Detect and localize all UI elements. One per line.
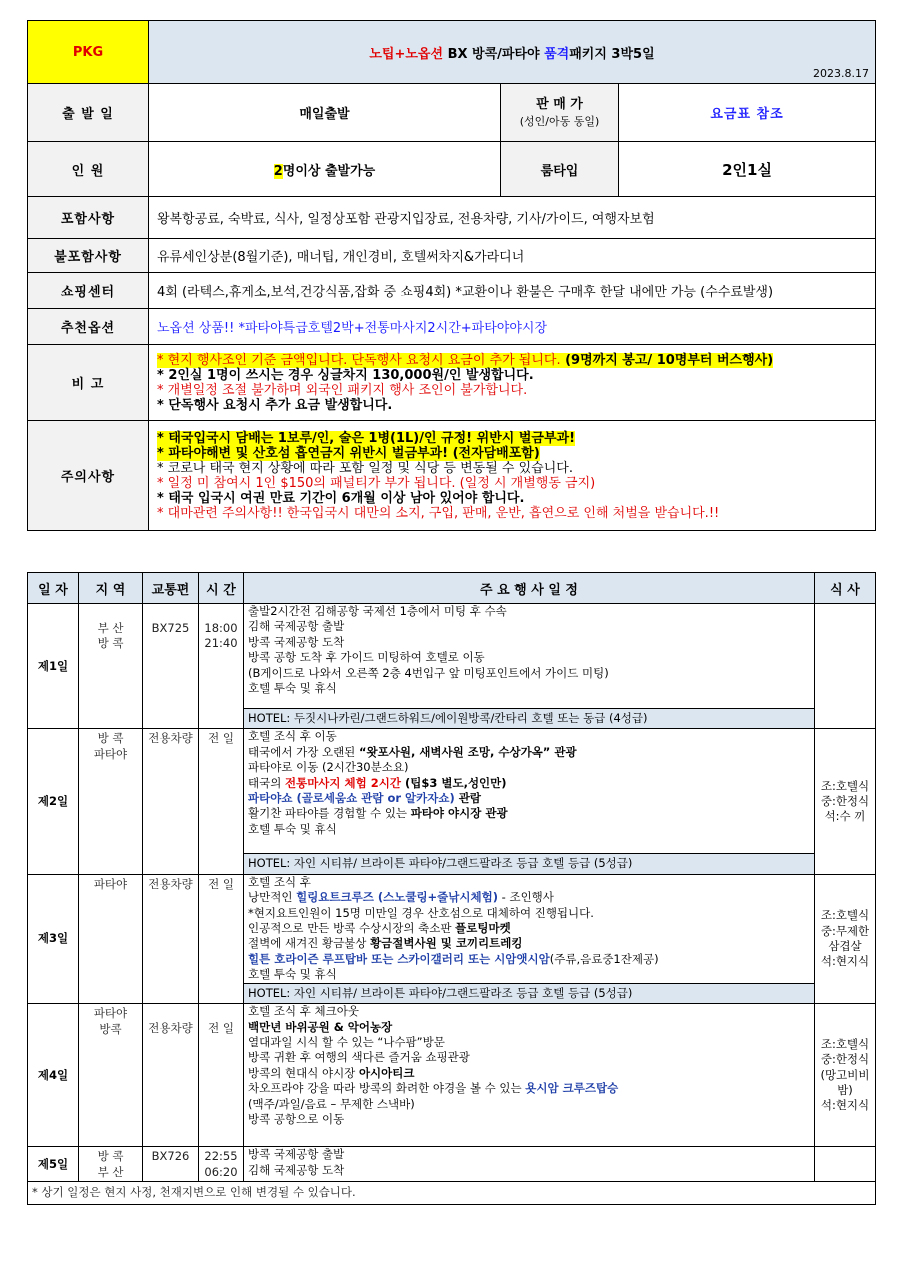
remark-1 bbox=[157, 353, 867, 368]
package-title bbox=[149, 21, 876, 84]
day2-line: 파타야쇼 (골로세움쇼 관람 or 알카자쇼) 관람 bbox=[248, 791, 481, 806]
day2-label: 제2일 bbox=[28, 729, 79, 874]
day3-time: 전 일 bbox=[199, 874, 244, 1003]
day2-line: 활기찬 파타야를 경험할 수 있는 파타야 야시장 관광 bbox=[248, 806, 508, 821]
day1-flight: BX725 bbox=[151, 621, 190, 635]
title-no-tip: 노팁+노옵션 bbox=[369, 46, 444, 62]
caution-4: * 일정 미 참여시 1인 $150의 패널티가 부가 됩니다. (일정 시 개별행동 금지) bbox=[157, 475, 596, 491]
day3-dinner: 석:현지식 bbox=[820, 954, 870, 969]
people-label: 인 원 bbox=[28, 142, 149, 197]
people-value bbox=[149, 142, 501, 197]
day1-region-to: 방 콕 bbox=[97, 636, 124, 651]
day1-line: 출발2시간전 김해공항 국제선 1층에서 미팅 후 수속 bbox=[248, 604, 507, 618]
day2-transport: 전용차량 bbox=[143, 729, 199, 874]
day1-depart-time: 18:00 bbox=[204, 621, 238, 635]
title-route: BX 방콕/파타야 bbox=[443, 46, 545, 62]
price-label bbox=[501, 84, 619, 142]
day2-hotel: HOTEL: 자인 시티뷰/ 브라이튼 파타야/그랜드팔라조 등급 호텔 등급 (5성급) bbox=[244, 854, 815, 874]
shopping-label: 쇼핑센터 bbox=[28, 273, 149, 309]
remark-1-main: * 현지 행사조인 기준 금액입니다. 단독행사 요청시 요금이 추가 됩니다. bbox=[157, 352, 561, 368]
day4-lunch: 중:한정식 bbox=[820, 1052, 870, 1067]
remark-4: * 단독행사 요청시 추가 요금 발생합니다. bbox=[157, 397, 393, 413]
day4-time: 전 일 bbox=[199, 1004, 244, 1147]
day5-transport: BX726 bbox=[143, 1147, 199, 1182]
day5-arrive-time: 06:20 bbox=[204, 1164, 238, 1179]
day5-meals bbox=[815, 1147, 876, 1182]
caution-3: * 코로나 태국 현지 상황에 따라 포함 일정 및 식당 등 변동될 수 있습니다. bbox=[157, 460, 573, 476]
day3-region: 파타야 bbox=[79, 874, 143, 1003]
day5-region bbox=[79, 1147, 143, 1182]
day1-line: (B게이드로 나와서 오른쪽 2층 4번입구 앞 미팅포인트에서 가이드 미팅) bbox=[248, 665, 609, 680]
title-premium: 품격 bbox=[544, 46, 570, 62]
day3-line: 힐튼 호라이즌 루프탑바 또는 스카이갤러리 또는 시암앳시암(주류,음료중1잔제공) bbox=[248, 951, 659, 966]
option-value: 노옵션 상품!! *파타야특급호텔2박+전통마사지2시간+파타야야시장 bbox=[149, 309, 876, 345]
title-duration: 패키지 3박5일 bbox=[569, 46, 655, 62]
day4-lunch-detail: (망고비비밤) bbox=[820, 1067, 870, 1097]
header-day: 일 자 bbox=[28, 573, 79, 604]
day3-hotel: HOTEL: 자인 시티뷰/ 브라이튼 파타야/그랜드팔라조 등급 호텔 등급 (5성급) bbox=[244, 983, 815, 1003]
day2-lunch: 중:한정식 bbox=[820, 793, 870, 808]
day2-time: 전 일 bbox=[199, 729, 244, 874]
header-transport: 교통편 bbox=[143, 573, 199, 604]
document-date: 2023.8.17 bbox=[813, 67, 870, 80]
price-value: 요금표 참조 bbox=[619, 84, 876, 142]
day5-line: 김해 국제공항 도착 bbox=[248, 1162, 345, 1177]
day2-line: 호텔 투숙 및 휴식 bbox=[248, 821, 337, 836]
day3-label: 제3일 bbox=[28, 874, 79, 1003]
include-label: 포함사항 bbox=[28, 197, 149, 239]
day5-times bbox=[199, 1147, 244, 1182]
caution-5: * 태국 입국시 여권 만료 기간이 6개월 이상 남아 있어야 합니다. bbox=[157, 490, 525, 506]
remark-list bbox=[149, 345, 876, 421]
header-region: 지 역 bbox=[79, 573, 143, 604]
day5-depart-time: 22:55 bbox=[204, 1149, 238, 1164]
caution-6: * 대마관련 주의사항!! 한국입국시 대만의 소지, 구입, 판매, 운반, 흡연으로 인해 처벌을 받습니다.!! bbox=[157, 505, 720, 521]
pkg-label: PKG bbox=[28, 21, 149, 84]
day4-line: 방콕의 현대식 야시장 아시아티크 bbox=[248, 1065, 415, 1080]
itinerary-header-row bbox=[28, 573, 876, 604]
day2-activities bbox=[244, 729, 815, 854]
day3-breakfast: 조:호텔식 bbox=[820, 908, 870, 923]
header-schedule: 주 요 행 사 일 정 bbox=[244, 573, 815, 604]
day4-row bbox=[28, 1004, 876, 1147]
day1-region bbox=[79, 604, 143, 729]
day5-activities bbox=[244, 1147, 815, 1182]
day1-region-from: 부 산 bbox=[97, 621, 124, 635]
day3-line: 낭만적인 힐링요트크루즈 (스노쿨링+줄낚시체험) - 조인행사 bbox=[248, 890, 554, 905]
footnote: * 상기 일정은 현지 사정, 천재지변으로 인해 변경될 수 있습니다. bbox=[28, 1182, 876, 1204]
day1-transport bbox=[143, 604, 199, 729]
footnote-row bbox=[28, 1182, 876, 1204]
departure-value: 매일출발 bbox=[149, 84, 501, 142]
day4-line: 방콕 귀환 후 여행의 색다른 즐거움 쇼핑관광 bbox=[248, 1050, 470, 1065]
day4-region-from: 파타야 bbox=[93, 1006, 128, 1021]
day3-lunch: 중:무제한 bbox=[820, 923, 870, 938]
day1-line: 방콕 공항 도착 후 가이드 미팅하여 호텔로 이동 bbox=[248, 650, 485, 665]
departure-label: 출 발 일 bbox=[28, 84, 149, 142]
day4-activities bbox=[244, 1004, 815, 1147]
day2-line: 호텔 조식 후 이동 bbox=[248, 729, 337, 744]
day3-meals bbox=[815, 874, 876, 1003]
day4-breakfast: 조:호텔식 bbox=[820, 1036, 870, 1051]
day4-line: (맥주/과일/음료 – 무제한 스낵바) bbox=[248, 1096, 415, 1111]
day2-line: 태국에서 가장 오랜된 “왓포사원, 새벽사원 조망, 수상가옥” 관광 bbox=[248, 744, 577, 759]
room-label: 룸타입 bbox=[501, 142, 619, 197]
day3-lunch-detail: 삼겹살 bbox=[828, 939, 862, 954]
day5-region-from: 방 콕 bbox=[97, 1149, 124, 1164]
day2-meals bbox=[815, 729, 876, 874]
day2-dinner: 석:수 끼 bbox=[824, 809, 866, 824]
day2-region bbox=[79, 729, 143, 874]
day3-line: 호텔 투숙 및 휴식 bbox=[248, 967, 337, 982]
day4-line: 호텔 조식 후 체크아웃 bbox=[248, 1004, 359, 1019]
option-label: 추천옵션 bbox=[28, 309, 149, 345]
day2-line: 태국의 전통마사지 체험 2시간 (팁$3 별도,성인만) bbox=[248, 775, 507, 790]
caution-label: 주의사항 bbox=[28, 421, 149, 531]
day3-line: *현지요트인원이 15명 미만일 경우 산호섬으로 대체하여 진행됩니다. bbox=[248, 905, 594, 920]
day5-line: 방콕 국제공항 출발 bbox=[248, 1147, 345, 1162]
day3-line: 인공적으로 만든 방콕 수상시장의 축소판 플로팅마켓 bbox=[248, 921, 511, 936]
price-sublabel: (성인/아동 동일) bbox=[519, 114, 600, 128]
day4-line: 백만년 바위공원 & 악어농장 bbox=[248, 1019, 393, 1034]
day1-times bbox=[199, 604, 244, 729]
day1-line: 호텔 투숙 및 휴식 bbox=[248, 681, 337, 696]
remark-1-note: (9명까지 봉고/ 10명부터 버스행사) bbox=[560, 352, 774, 368]
day4-label: 제4일 bbox=[28, 1004, 79, 1147]
day1-meals bbox=[815, 604, 876, 729]
day2-row bbox=[28, 729, 876, 854]
day3-row bbox=[28, 874, 876, 983]
caution-2-text: * 파타야해변 및 산호섬 흡연금지 위반시 벌금부과! (전자담배포함) bbox=[157, 445, 540, 461]
day4-line: 열대과일 시식 할 수 있는 “나수팜”방문 bbox=[248, 1035, 445, 1050]
caution-1 bbox=[157, 431, 867, 446]
day4-transport: 전용차량 bbox=[143, 1004, 199, 1147]
header-time: 시 간 bbox=[199, 573, 244, 604]
day1-activities bbox=[244, 604, 815, 709]
day3-transport: 전용차량 bbox=[143, 874, 199, 1003]
day5-region-to: 부 산 bbox=[97, 1164, 124, 1179]
day5-label: 제5일 bbox=[28, 1147, 79, 1182]
caution-1-text: * 태국입국시 담배는 1보루/인, 술은 1병(1L)/인 규정! 위반시 벌금부과! bbox=[157, 430, 575, 446]
people-min-number: 2 bbox=[273, 163, 283, 179]
people-min-text: 명이상 출발가능 bbox=[282, 163, 376, 179]
day1-line: 김해 국제공항 출발 bbox=[248, 619, 345, 634]
day1-line: 방콕 국제공항 도착 bbox=[248, 634, 345, 649]
day3-line: 절벽에 새겨진 황금불상 황금절벽사원 및 코끼리트레킹 bbox=[248, 936, 523, 951]
day1-label: 제1일 bbox=[28, 604, 79, 729]
day4-meals bbox=[815, 1004, 876, 1147]
day4-region-to: 방콕 bbox=[99, 1021, 122, 1036]
exclude-value: 유류세인상분(8월기준), 매너팁, 개인경비, 호텔써차지&가라디너 bbox=[149, 239, 876, 273]
header-meal: 식 사 bbox=[815, 573, 876, 604]
day2-line: 파타야로 이동 (2시간30분소요) bbox=[248, 760, 409, 775]
include-value: 왕복항공료, 숙박료, 식사, 일정상포함 관광지입장료, 전용차량, 기사/가이드, 여행자보험 bbox=[149, 197, 876, 239]
day1-hotel: HOTEL: 두짓시나카린/그랜드하워드/에이원방콕/칸타리 호텔 또는 동급 (4성급) bbox=[244, 709, 815, 729]
shopping-value: 4회 (라텍스,휴게소,보석,건강식품,잡화 중 쇼핑4회) *교환이나 환불은 구매후 한달 내에만 가능 (수수료발생) bbox=[149, 273, 876, 309]
day2-region-to: 파타야 bbox=[93, 746, 128, 761]
day4-region bbox=[79, 1004, 143, 1147]
day3-activities bbox=[244, 874, 815, 983]
exclude-label: 불포함사항 bbox=[28, 239, 149, 273]
day2-breakfast: 조:호텔식 bbox=[820, 778, 870, 793]
room-value: 2인1실 bbox=[619, 142, 876, 197]
remark-label: 비 고 bbox=[28, 345, 149, 421]
day5-row bbox=[28, 1147, 876, 1182]
day2-region-from: 방 콕 bbox=[97, 731, 124, 746]
itinerary-table bbox=[27, 572, 876, 1205]
remark-2: * 2인실 1명이 쓰시는 경우 싱글차지 130,000원/인 발생합니다. bbox=[157, 367, 534, 383]
day1-row bbox=[28, 604, 876, 709]
remark-3: * 개별일정 조절 불가하며 외국인 패키지 행사 조인이 불가합니다. bbox=[157, 382, 528, 398]
day1-arrive-time: 21:40 bbox=[204, 636, 238, 651]
day3-line: 호텔 조식 후 bbox=[248, 874, 311, 889]
day4-dinner: 석:현지식 bbox=[820, 1098, 870, 1113]
price-label-text: 판 매 가 bbox=[536, 96, 583, 112]
day4-line: 방콕 공항으로 이동 bbox=[248, 1112, 345, 1127]
package-info-table bbox=[27, 20, 876, 531]
caution-list bbox=[149, 421, 876, 531]
day4-line: 차오프라야 강을 따라 방콕의 화려한 야경을 볼 수 있는 욧시암 크루즈탑승 bbox=[248, 1081, 619, 1096]
caution-2 bbox=[157, 446, 867, 461]
